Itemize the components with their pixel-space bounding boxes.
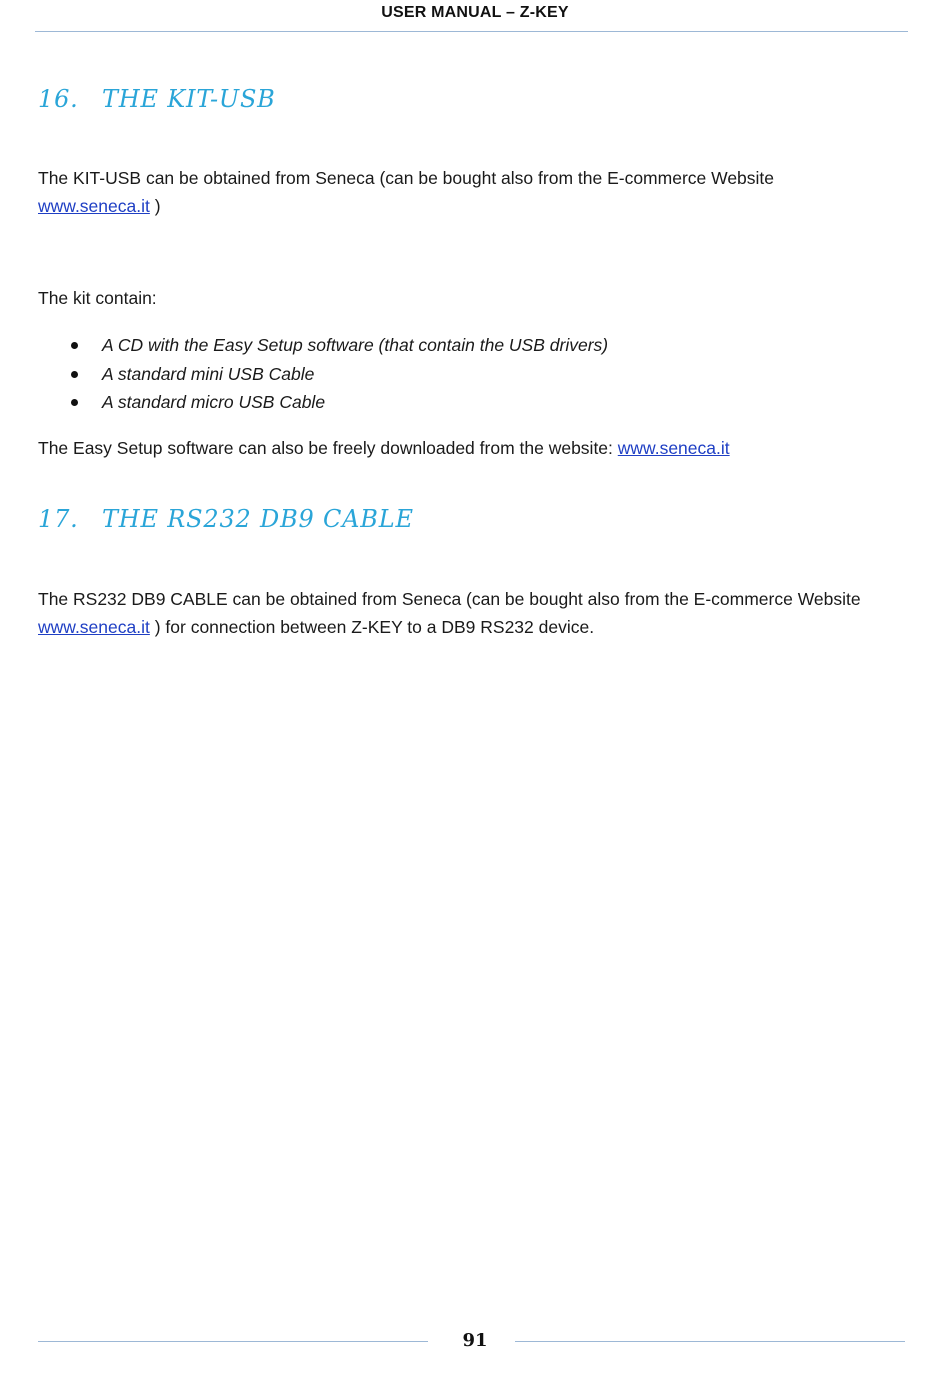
rs232-intro-closing: ) for connection between Z-KEY to a DB9 RS232 device. <box>149 617 595 637</box>
easy-setup-seneca-link[interactable]: www.seneca.it <box>617 438 730 458</box>
section-16-number: 16. <box>38 85 79 113</box>
kit-item-cd: A CD with the Easy Setup software (that contain the USB drivers) <box>102 335 609 355</box>
section-17-title: THE RS232 DB9 CABLE <box>102 505 414 533</box>
kit-items-list <box>38 331 608 417</box>
rs232-intro-paragraph <box>38 585 861 641</box>
section-16-heading <box>38 85 276 113</box>
kit-usb-seneca-link[interactable]: www.seneca.it <box>38 196 150 216</box>
page-number: 91 <box>462 1330 488 1351</box>
bullet-icon <box>71 371 78 378</box>
section-16-title: THE KIT-USB <box>102 85 276 113</box>
section-17-number: 17. <box>38 505 79 533</box>
kit-contain-label: The kit contain: <box>38 288 157 308</box>
kit-usb-intro-closing: ) <box>149 196 161 216</box>
bullet-icon <box>71 342 78 349</box>
header-divider <box>35 31 908 32</box>
kit-item-micro-usb: A standard micro USB Cable <box>102 392 326 412</box>
easy-setup-download-paragraph <box>38 434 730 462</box>
list-item <box>38 331 608 360</box>
section-17-heading <box>38 505 414 533</box>
kit-item-mini-usb: A standard mini USB Cable <box>102 363 315 384</box>
rs232-intro-text: The RS232 DB9 CABLE can be obtained from Seneca (can be bought also from the E-commerce Website <box>38 589 861 609</box>
footer-divider-right <box>515 1341 905 1342</box>
kit-usb-intro-text: The KIT-USB can be obtained from Seneca (can be bought also from the E-commerce Website <box>38 168 775 188</box>
list-item <box>38 388 608 417</box>
list-item <box>38 360 608 389</box>
kit-usb-intro-paragraph <box>38 164 774 220</box>
header-title: USER MANUAL – Z-KEY <box>381 4 569 21</box>
easy-setup-download-text: The Easy Setup software can also be freely downloaded from the website: <box>38 438 618 458</box>
rs232-seneca-link[interactable]: www.seneca.it <box>38 617 150 637</box>
bullet-icon <box>71 399 78 406</box>
